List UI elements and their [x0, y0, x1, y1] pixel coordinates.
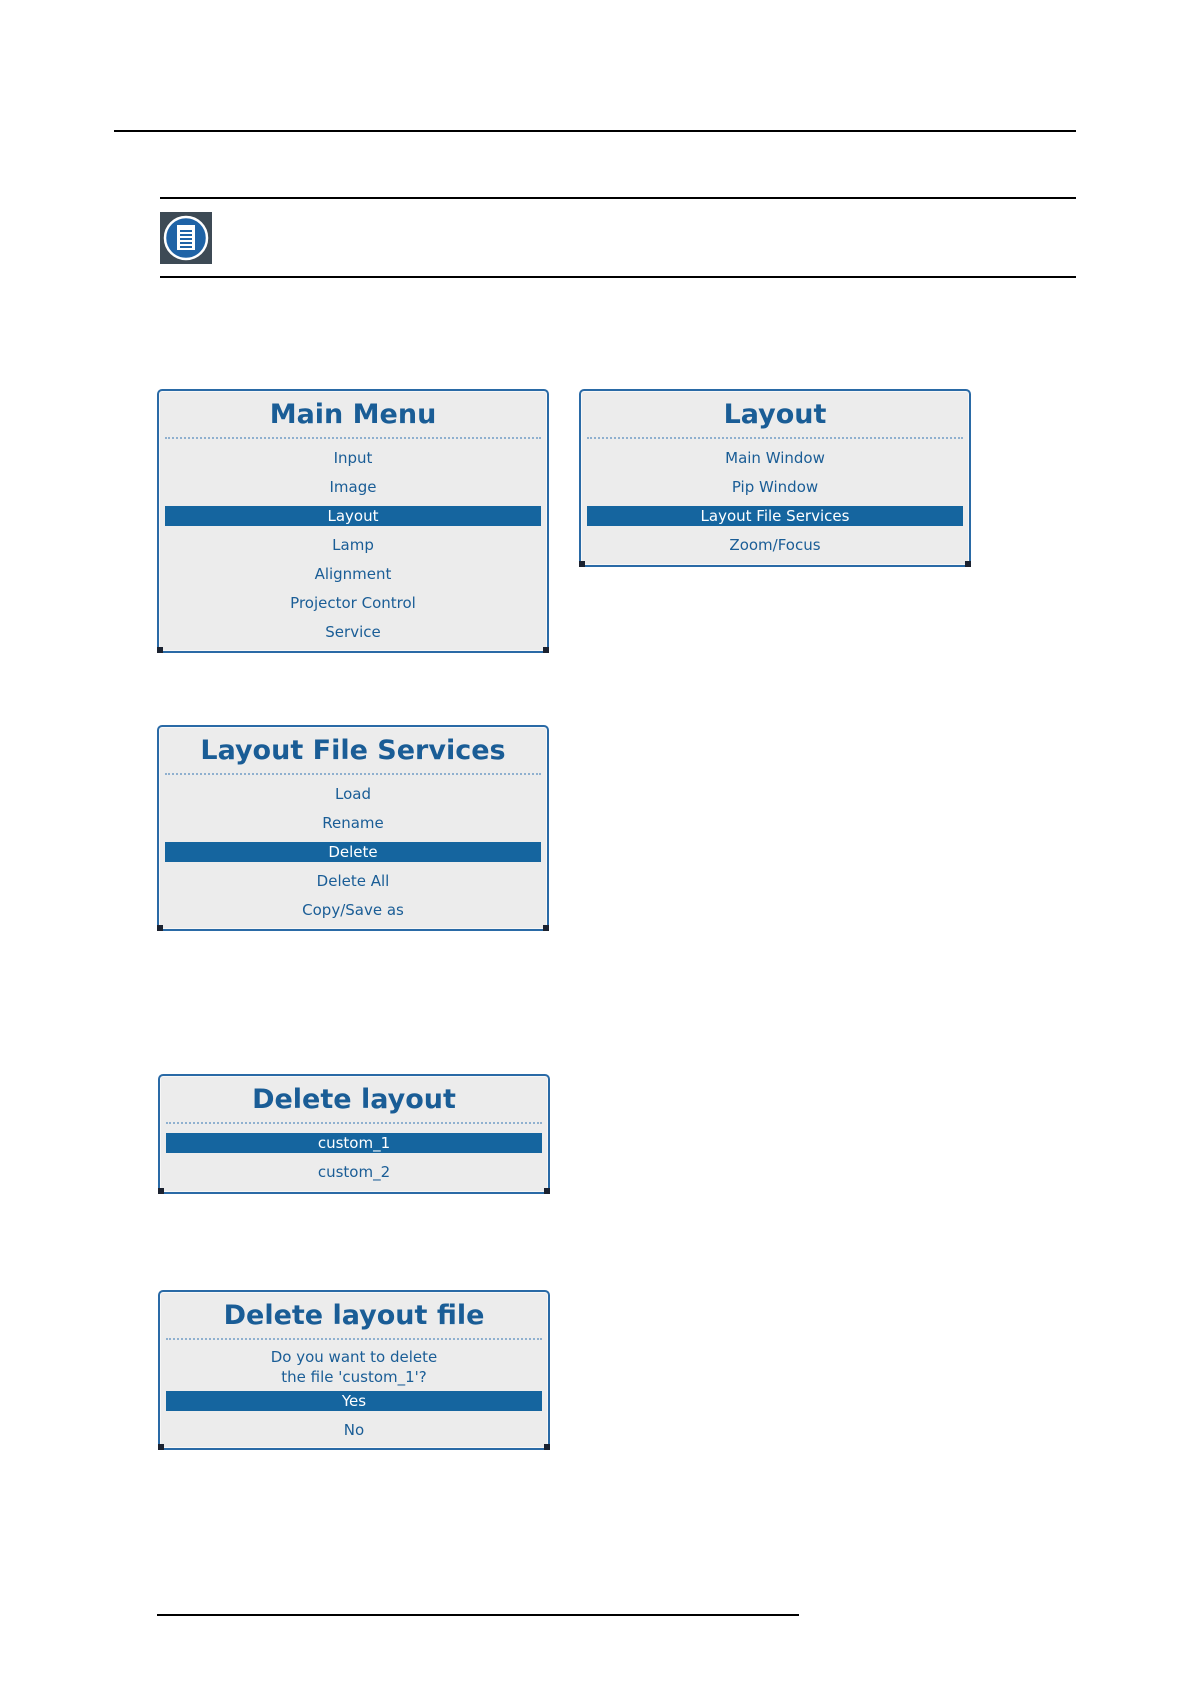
main-menu-item-lamp[interactable]: Lamp	[332, 536, 374, 554]
layout-file-services-item-copy-save-as[interactable]: Copy/Save as	[302, 901, 404, 919]
delete-confirm-yes-button[interactable]: Yes	[166, 1391, 542, 1411]
layout-file-services-item-delete-all[interactable]: Delete All	[316, 872, 390, 890]
delete-layout-file-panel	[158, 1290, 550, 1450]
note-document-icon	[160, 212, 212, 264]
main-menu-item-service[interactable]: Service	[325, 623, 381, 641]
footer-rule	[157, 1614, 799, 1616]
layout-file-services-item-load[interactable]: Load	[335, 785, 371, 803]
layout-menu-panel	[579, 389, 971, 567]
delete-confirm-prompt-line-1: Do you want to delete	[270, 1348, 438, 1366]
layout-file-services-item-rename[interactable]: Rename	[322, 814, 384, 832]
main-menu-title: Main Menu	[269, 399, 437, 430]
main-menu-item-alignment[interactable]: Alignment	[314, 565, 392, 583]
main-menu-item-projector-control[interactable]: Projector Control	[290, 594, 416, 612]
layout-file-services-title: Layout File Services	[200, 735, 506, 766]
layout-menu-item-main-window[interactable]: Main Window	[725, 449, 825, 467]
delete-confirm-prompt	[160, 1340, 548, 1387]
note-bottom-rule	[160, 276, 1076, 278]
main-menu-item-input[interactable]: Input	[333, 449, 373, 467]
delete-layout-title: Delete layout	[252, 1084, 456, 1115]
delete-layout-item-custom-2[interactable]: custom_2	[317, 1163, 391, 1181]
layout-file-services-panel	[157, 725, 549, 931]
main-menu-item-layout[interactable]: Layout	[165, 506, 541, 526]
delete-confirm-no-button[interactable]: No	[343, 1421, 365, 1439]
main-menu-panel	[157, 389, 549, 653]
layout-menu-item-layout-file-services[interactable]: Layout File Services	[587, 506, 963, 526]
header-rule	[114, 130, 1076, 132]
delete-confirm-prompt-line-2: the file 'custom_1'?	[281, 1368, 427, 1386]
delete-layout-item-custom-1[interactable]: custom_1	[166, 1133, 542, 1153]
layout-menu-item-pip-window[interactable]: Pip Window	[731, 478, 819, 496]
layout-menu-item-zoom-focus[interactable]: Zoom/Focus	[729, 536, 821, 554]
layout-file-services-item-delete[interactable]: Delete	[165, 842, 541, 862]
delete-layout-panel	[158, 1074, 550, 1194]
main-menu-item-image[interactable]: Image	[329, 478, 377, 496]
delete-layout-file-title: Delete layout file	[223, 1300, 485, 1331]
layout-menu-title: Layout	[723, 399, 827, 430]
note-top-rule	[160, 197, 1076, 199]
